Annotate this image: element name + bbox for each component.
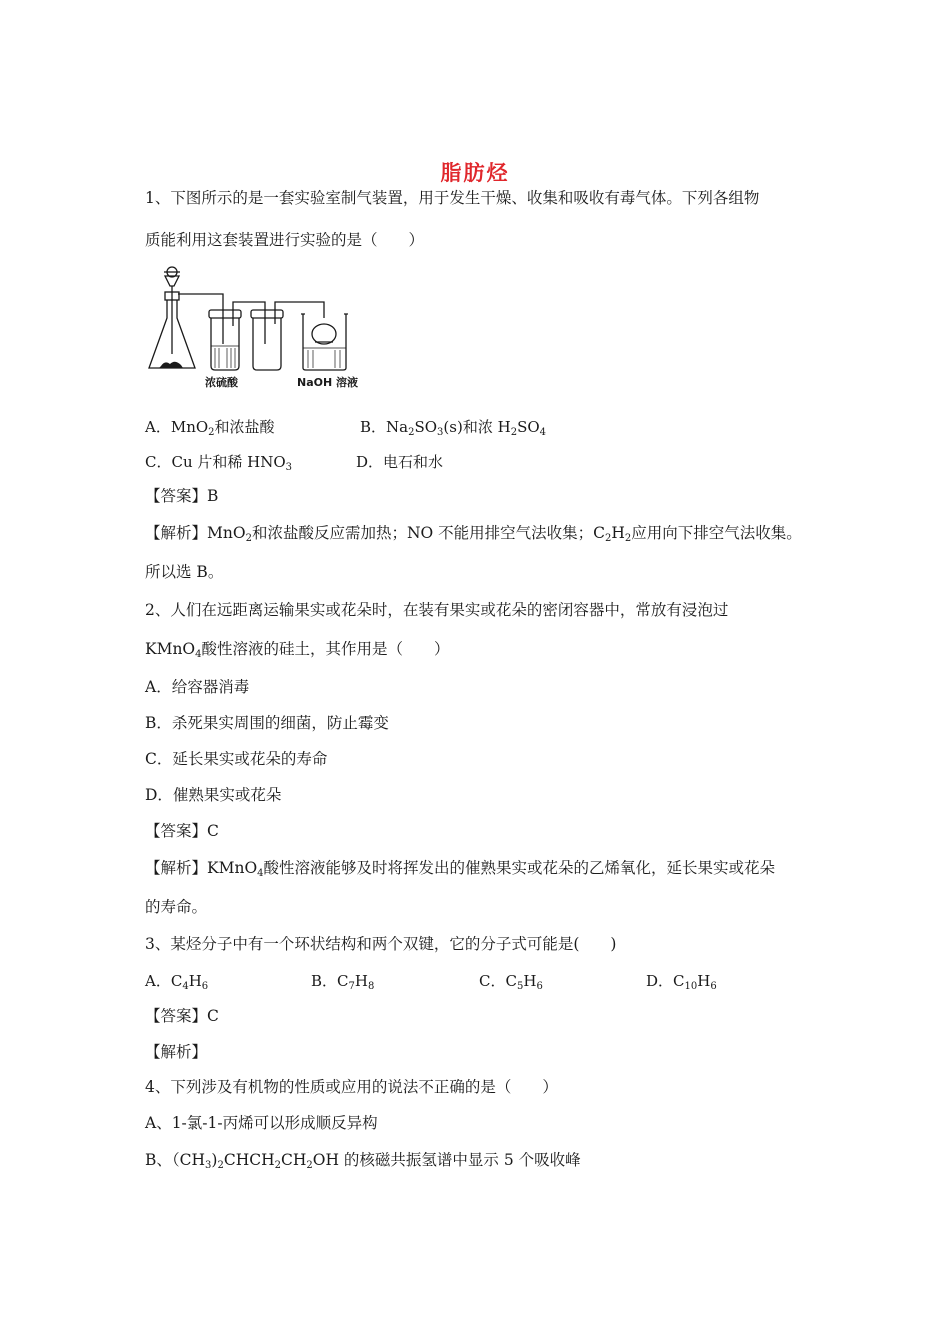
q2-option-d: D．催熟果实或花朵 xyxy=(145,786,282,804)
q3-option-a: A．$C_4H_6$ xyxy=(145,972,209,992)
q4-stem: 4、下列涉及有机物的性质或应用的说法不正确的是（ ） xyxy=(145,1078,558,1096)
q2-option-c: C．延长果实或花朵的寿命 xyxy=(145,750,328,768)
apparatus-figure xyxy=(145,262,365,390)
q2-stem-line1: 2、人们在远距离运输果实或花朵时，在装有果实或花朵的密闭容器中，常放有浸泡过 xyxy=(145,601,729,619)
q1-stem-line2: 质能利用这套装置进行实验的是（ ） xyxy=(145,231,425,249)
figure-label-naoh: NaOH 溶液 xyxy=(297,376,359,389)
page-title: 脂肪烃 xyxy=(440,161,510,185)
q3-analysis: 【解析】 xyxy=(145,1043,208,1061)
q1-option-b: B．$Na_2SO_3(s)$和浓 $H_2SO_4$ xyxy=(360,418,547,438)
q1-stem-line1: 1、下图所示的是一套实验室制气装置，用于发生干燥、收集和吸收有毒气体。下列各组物 xyxy=(145,189,760,207)
q4-option-b: B、$(CH_3)_2CHCH_2CH_2OH$ 的核磁共振氢谱中显示 5 个吸收峰 xyxy=(145,1151,581,1171)
q1-answer: 【答案】B xyxy=(145,487,219,505)
q1-analysis-line1: 【解析】MnO$_2$和浓盐酸反应需加热；NO 不能用排空气法收集；$C_2H_2$应用向下排空气法收集。 xyxy=(145,524,802,544)
q2-stem-line2: KMnO$_4$酸性溶液的硅土，其作用是（ ） xyxy=(145,640,450,660)
q1-option-d: D．电石和水 xyxy=(356,453,444,471)
q2-option-a: A．给容器消毒 xyxy=(145,678,250,696)
q2-analysis-line2: 的寿命。 xyxy=(145,898,208,916)
q3-option-d: D．$C_{10}H_6$ xyxy=(646,972,717,992)
apparatus-diagram xyxy=(145,262,365,390)
q3-answer: 【答案】C xyxy=(145,1007,219,1025)
figure-label-conc-sulfuric: 浓硫酸 xyxy=(205,376,238,389)
q3-option-c: C．$C_5H_6$ xyxy=(479,972,543,992)
q1-analysis-line2: 所以选 B。 xyxy=(145,563,224,581)
q3-option-b: B．$C_7H_8$ xyxy=(311,972,375,992)
q4-option-a: A、1-氯-1-丙烯可以形成顺反异构 xyxy=(145,1114,378,1132)
q1-option-a: A．MnO$_2$和浓盐酸 xyxy=(145,418,275,438)
q2-answer: 【答案】C xyxy=(145,822,219,840)
q2-option-b: B．杀死果实周围的细菌，防止霉变 xyxy=(145,714,389,732)
q3-stem: 3、某烃分子中有一个环状结构和两个双键，它的分子式可能是( ) xyxy=(145,935,617,953)
q2-analysis-line1: 【解析】KMnO$_4$酸性溶液能够及时将挥发出的催熟果实或花朵的乙烯氧化，延长果实或花朵 xyxy=(145,859,776,879)
q1-option-c: C．Cu 片和稀 $HNO_3$ xyxy=(145,453,293,473)
